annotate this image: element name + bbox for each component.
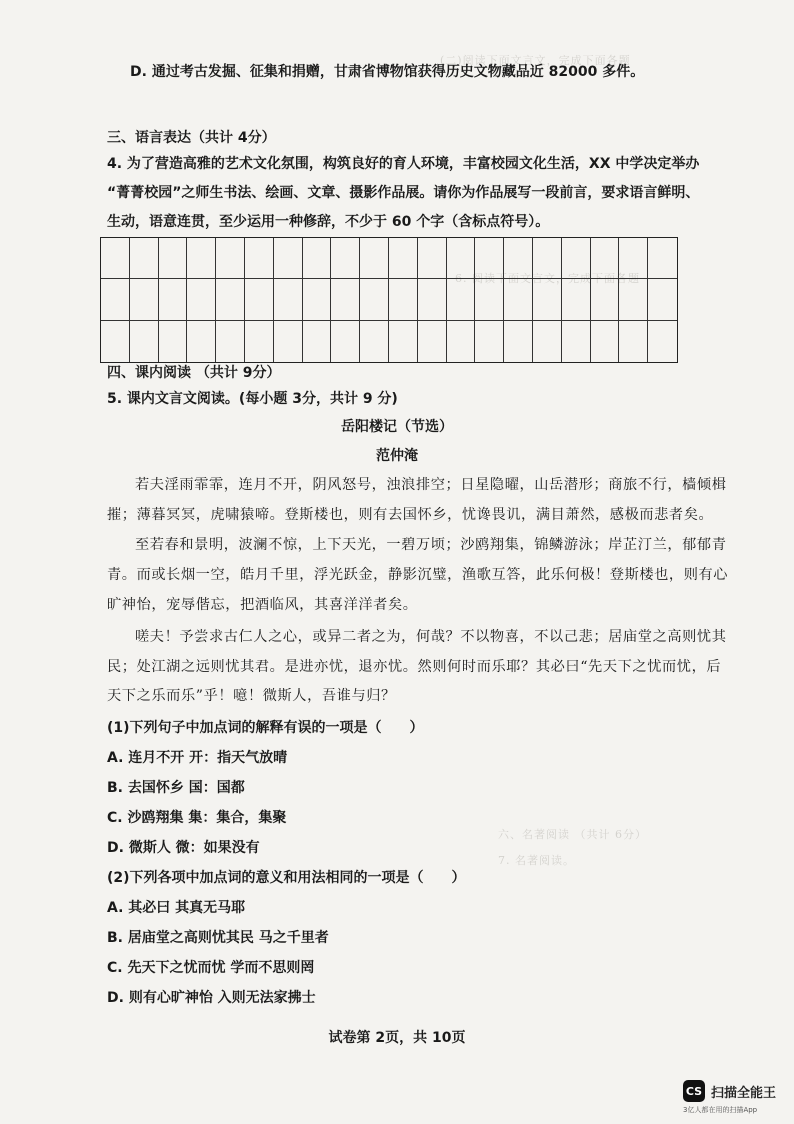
answer-grid-cell[interactable] — [303, 238, 332, 279]
option-d[interactable]: D. 则有心旷神怡 入则无法家拂士 — [107, 990, 316, 1006]
answer-grid-cell[interactable] — [533, 238, 562, 279]
answer-grid-cell[interactable] — [447, 321, 476, 362]
answer-grid-cell[interactable] — [101, 321, 130, 362]
option-c[interactable]: C. 先天下之忧而忧 学而不思则罔 — [107, 960, 315, 976]
answer-grid-cell[interactable] — [475, 238, 504, 279]
passage-line: 青。而或长烟一空，皓月千里，浮光跃金，静影沉璧，渔歌互答，此乐何极！登斯楼也，则有心 — [107, 567, 729, 583]
answer-grid-cell[interactable] — [389, 238, 418, 279]
answer-grid-cell[interactable] — [619, 279, 648, 320]
answer-grid-cell[interactable] — [475, 279, 504, 320]
answer-grid-cell[interactable] — [303, 321, 332, 362]
answer-grid-cell[interactable] — [303, 279, 332, 320]
scanner-logo-icon: CS — [683, 1080, 705, 1102]
bleed-through-text: 6. 阅读下面文言文，完成下面各题 — [455, 272, 640, 285]
answer-grid-cell[interactable] — [130, 279, 159, 320]
answer-grid-cell[interactable] — [591, 279, 620, 320]
answer-grid-cell[interactable] — [216, 238, 245, 279]
subquestion-2: (2)下列各项中加点词的意义和用法相同的一项是（ ） — [107, 870, 466, 886]
answer-grid-cell[interactable] — [159, 238, 188, 279]
bleed-through-text: 7. 名著阅读。 — [498, 854, 575, 867]
answer-grid-cell[interactable] — [648, 279, 677, 320]
option-a[interactable]: A. 连月不开 开：指天气放晴 — [107, 750, 288, 766]
answer-grid-cell[interactable] — [187, 321, 216, 362]
answer-grid-cell[interactable] — [447, 238, 476, 279]
answer-grid-cell[interactable] — [447, 279, 476, 320]
answer-grid-cell[interactable] — [418, 279, 447, 320]
answer-grid-cell[interactable] — [360, 321, 389, 362]
answer-grid-cell[interactable] — [475, 321, 504, 362]
answer-grid-cell[interactable] — [619, 238, 648, 279]
scanner-badge — [683, 1080, 776, 1102]
answer-grid-cell[interactable] — [130, 238, 159, 279]
passage-line: 至若春和景明，波澜不惊，上下天光，一碧万顷；沙鸥翔集，锦鳞游泳；岸芷汀兰，郁郁青 — [135, 537, 727, 553]
passage-line: 嗟夫！予尝求古仁人之心，或异二者之为，何哉？不以物喜，不以己悲；居庙堂之高则忧其 — [135, 629, 727, 645]
answer-grid-cell[interactable] — [504, 238, 533, 279]
question-text: 生动，语意连贯，至少运用一种修辞，不少于 60 个字（含标点符号）。 — [107, 214, 550, 230]
answer-grid-cell[interactable] — [331, 238, 360, 279]
answer-grid-cell[interactable] — [360, 279, 389, 320]
answer-grid-cell[interactable] — [418, 238, 447, 279]
answer-grid-cell[interactable] — [533, 321, 562, 362]
answer-grid-cell[interactable] — [504, 321, 533, 362]
option-d-line: D. 通过考古发掘、征集和捐赠，甘肃省博物馆获得历史文物藏品近 82000 多件。 — [130, 64, 645, 80]
passage-title: 岳阳楼记（节选） — [341, 419, 453, 435]
subquestion-1: (1)下列句子中加点词的解释有误的一项是（ ） — [107, 720, 424, 736]
option-b[interactable]: B. 居庙堂之高则忧其民 马之千里者 — [107, 930, 329, 946]
answer-grid-cell[interactable] — [504, 279, 533, 320]
answer-grid-cell[interactable] — [418, 321, 447, 362]
scanner-tagline: 3亿人都在用的扫描App — [683, 1106, 758, 1114]
bleed-through-text: 六、名著阅读 （共计 6分） — [498, 828, 647, 841]
answer-grid-cell[interactable] — [245, 279, 274, 320]
answer-grid-cell[interactable] — [648, 321, 677, 362]
answer-grid-cell[interactable] — [274, 238, 303, 279]
passage-line: 民；处江湖之远则忧其君。是进亦忧，退亦忧。然则何时而乐耶？其必曰“先天下之忧而忧，后 — [107, 659, 722, 675]
answer-grid-cell[interactable] — [245, 238, 274, 279]
section-heading: 四、课内阅读 （共计 9分） — [107, 365, 281, 381]
answer-grid-cell[interactable] — [648, 238, 677, 279]
answer-grid-cell[interactable] — [591, 238, 620, 279]
answer-grid[interactable] — [100, 237, 678, 363]
question-text: 5. 课内文言文阅读。(每小题 3分，共计 9 分) — [107, 391, 398, 407]
answer-grid-cell[interactable] — [274, 321, 303, 362]
answer-grid-cell[interactable] — [331, 279, 360, 320]
option-a[interactable]: A. 其必曰 其真无马耶 — [107, 900, 246, 916]
passage-line: 旷神怡，宠辱偕忘，把酒临风，其喜洋洋者矣。 — [107, 597, 418, 613]
answer-grid-cell[interactable] — [130, 321, 159, 362]
answer-grid-cell[interactable] — [101, 279, 130, 320]
answer-grid-cell[interactable] — [216, 279, 245, 320]
answer-grid-cell[interactable] — [187, 279, 216, 320]
question-text: “菁菁校园”之师生书法、绘画、文章、摄影作品展。请你为作品展写一段前言，要求语言鲜明、 — [107, 185, 700, 201]
answer-grid-cell[interactable] — [245, 321, 274, 362]
option-b[interactable]: B. 去国怀乡 国：国都 — [107, 780, 245, 796]
answer-grid-cell[interactable] — [101, 238, 130, 279]
passage-author: 范仲淹 — [376, 448, 418, 464]
answer-grid-cell[interactable] — [591, 321, 620, 362]
answer-grid-cell[interactable] — [331, 321, 360, 362]
answer-grid-cell[interactable] — [619, 321, 648, 362]
passage-line: 若夫淫雨霏霏，连月不开，阴风怒号，浊浪排空；日星隐曜，山岳潜形；商旅不行，樯倾楫 — [135, 477, 727, 493]
option-c[interactable]: C. 沙鸥翔集 集：集合，集聚 — [107, 810, 287, 826]
answer-grid-cell[interactable] — [360, 238, 389, 279]
answer-grid-cell[interactable] — [533, 279, 562, 320]
answer-grid-cell[interactable] — [216, 321, 245, 362]
answer-grid-cell[interactable] — [274, 279, 303, 320]
answer-grid-cell[interactable] — [562, 238, 591, 279]
option-d[interactable]: D. 微斯人 微：如果没有 — [107, 840, 260, 856]
passage-line: 天下之乐而乐”乎！噫！微斯人，吾谁与归？ — [107, 688, 396, 704]
page-footer: 试卷第 2页，共 10页 — [328, 1030, 466, 1046]
section-heading: 三、语言表达（共计 4分） — [107, 130, 276, 146]
scanner-app-name: 扫描全能王 — [711, 1085, 777, 1101]
answer-grid-cell[interactable] — [159, 321, 188, 362]
answer-grid-cell[interactable] — [389, 321, 418, 362]
answer-grid-cell[interactable] — [159, 279, 188, 320]
question-text: 4. 为了营造高雅的艺术文化氛围，构筑良好的育人环境，丰富校园文化生活，XX 中学决定举办 — [107, 156, 700, 172]
answer-grid-cell[interactable] — [562, 279, 591, 320]
bleed-through-text: (二)阅读下面文言文，完成下面各题 — [440, 54, 631, 67]
answer-grid-cell[interactable] — [389, 279, 418, 320]
passage-line: 摧；薄暮冥冥，虎啸猿啼。登斯楼也，则有去国怀乡，忧谗畏讥，满目萧然，感极而悲者矣。 — [107, 507, 714, 523]
answer-grid-cell[interactable] — [562, 321, 591, 362]
answer-grid-cell[interactable] — [187, 238, 216, 279]
